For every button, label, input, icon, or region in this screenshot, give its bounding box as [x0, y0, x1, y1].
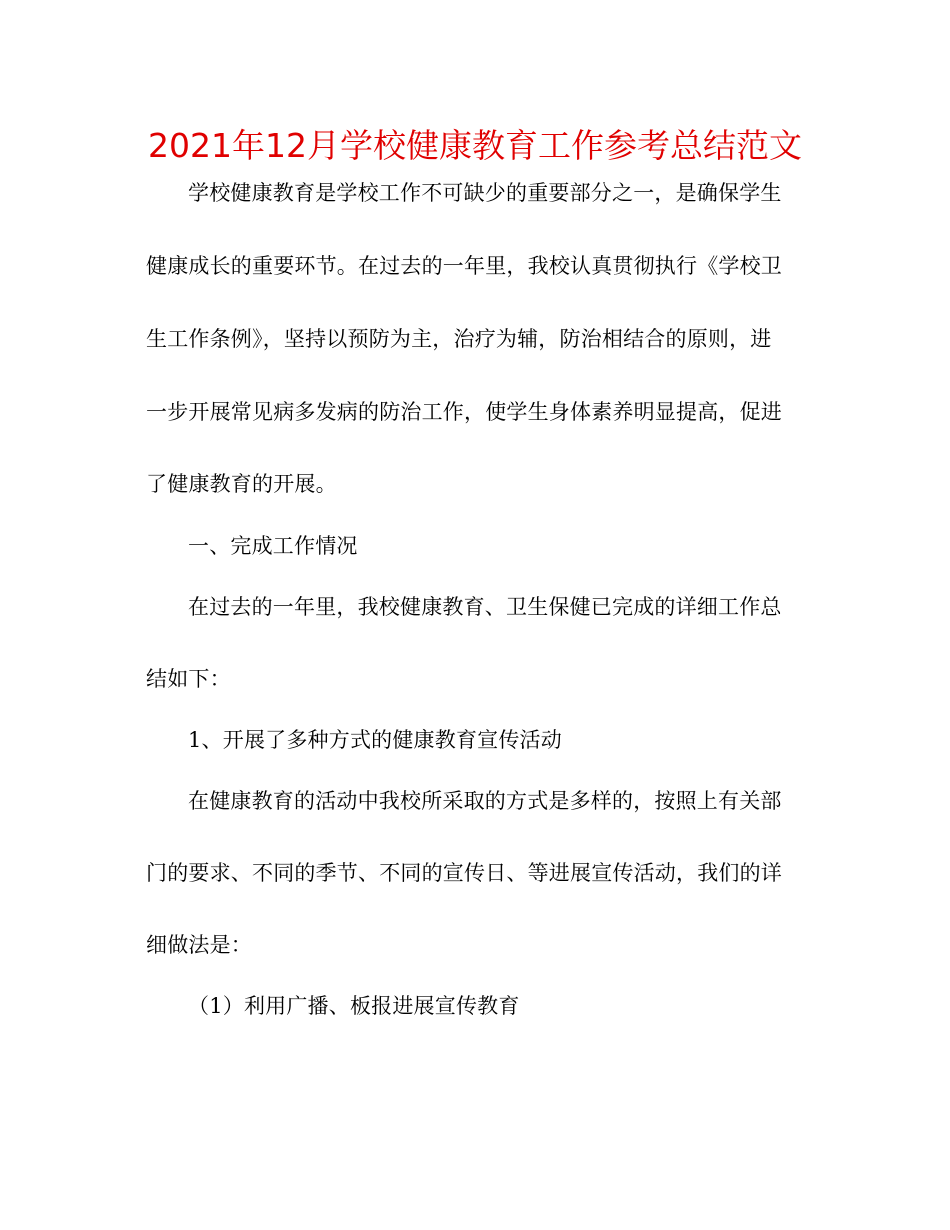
- section-heading-1: 一、完成工作情况: [188, 534, 358, 558]
- body-line-7: 结如下：: [146, 667, 231, 691]
- body-line-4: 一步开展常见病多发病的防治工作，使学生身体素养明显提高，促进: [146, 400, 782, 424]
- document-title: 2021年12月学校健康教育工作参考总结范文: [148, 126, 802, 165]
- body-line-9: 门的要求、不同的季节、不同的宣传日、等进展宣传活动，我们的详: [146, 861, 782, 885]
- body-line-2: 健康成长的重要环节。在过去的一年里，我校认真贯彻执行《学校卫: [146, 254, 782, 278]
- list-item-1: （1）利用广播、板报进展宣传教育: [188, 994, 520, 1018]
- body-line-1: 学校健康教育是学校工作不可缺少的重要部分之一，是确保学生: [188, 181, 782, 205]
- subsection-heading-1: 1、开展了多种方式的健康教育宣传活动: [188, 728, 562, 752]
- body-line-8: 在健康教育的活动中我校所采取的方式是多样的，按照上有关部: [188, 789, 782, 813]
- body-line-10: 细做法是：: [146, 933, 252, 957]
- body-line-6: 在过去的一年里，我校健康教育、卫生保健已完成的详细工作总: [188, 595, 782, 619]
- body-line-5: 了健康教育的开展。: [146, 472, 337, 496]
- body-line-3: 生工作条例》，坚持以预防为主，治疗为辅，防治相结合的原则，进: [146, 327, 772, 351]
